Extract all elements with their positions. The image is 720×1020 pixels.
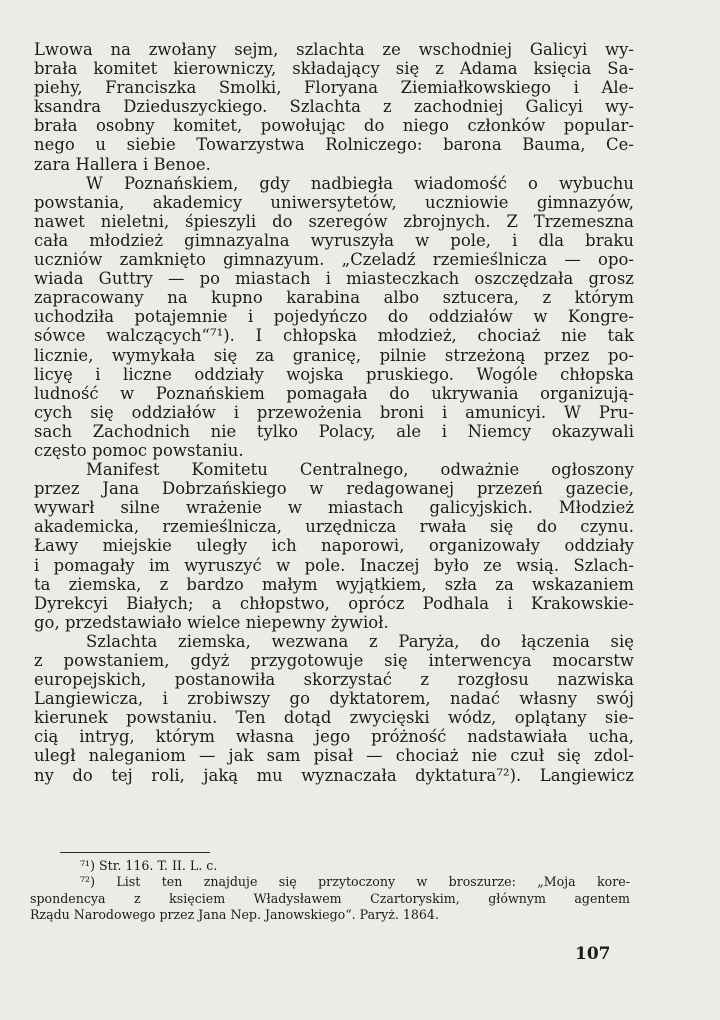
body-line: ksandra Dzieduszyckiego. Szlachta z zachodniej Galicyi wy- xyxy=(34,97,634,117)
body-line: W Poznańskiem, gdy nadbiegła wiadomość o wybuchu xyxy=(86,173,634,193)
body-line: licyę i liczne oddziały wojska pruskiego. Wogóle chłopska xyxy=(34,364,634,384)
footnote-line: Rządu Narodowego przez Jana Nep. Janowskiego“. Paryż. 1864. xyxy=(30,907,439,923)
body-line: Dyrekcyi Białych; a chłopstwo, oprócz Podhala i Krakowskie- xyxy=(34,593,634,613)
body-line: brała osobny komitet, powołując do niego członków popular- xyxy=(34,116,634,136)
body-line: ta ziemska, z bardzo małym wyjątkiem, szła za wskazaniem xyxy=(34,574,634,594)
body-line: cała młodzież gimnazyalna wyruszyła w pole, i dla braku xyxy=(34,230,634,250)
body-line: go, przedstawiało wielce niepewny żywioł. xyxy=(34,612,389,632)
body-line: ny do tej roli, jaką mu wyznaczała dyktatura⁷²). Langiewicz xyxy=(34,765,634,785)
body-line: europejskich, postanowiła skorzystać z rozgłosu nazwiska xyxy=(34,670,634,690)
footnote-rule xyxy=(60,852,210,853)
body-line: Ławy miejskie uległy ich naporowi, organizowały oddziały xyxy=(34,536,634,556)
body-line: piehy, Franciszka Smolki, Floryana Ziemiałkowskiego i Ale- xyxy=(34,78,634,98)
body-line: licznie, wymykała się za granicę, pilnie strzeżoną przez po- xyxy=(34,345,634,365)
body-line: często pomoc powstaniu. xyxy=(34,440,244,460)
body-line: cią intryg, którym własna jego próżność nadstawiała ucha, xyxy=(34,727,634,747)
footnote-line: spondencya z księciem Władysławem Czartoryskim, głównym agentem xyxy=(30,890,630,906)
body-line: uchodziła potajemnie i pojedyńczo do oddziałów w Kongre- xyxy=(34,307,634,327)
body-line: ludność w Poznańskiem pomagała do ukrywania organizują- xyxy=(34,383,634,403)
body-line: kierunek powstaniu. Ten dotąd zwycięski wódz, oplątany sie- xyxy=(34,708,634,728)
body-line: zapracowany na kupno karabina albo sztucera, z którym xyxy=(34,288,634,308)
body-line: sach Zachodnich nie tylko Polacy, ale i Niemcy okazywali xyxy=(34,421,634,441)
body-line: przez Jana Dobrzańskiego w redagowanej przezeń gazecie, xyxy=(34,479,634,499)
body-line: wywarł silne wrażenie w miastach galicyjskich. Młodzież xyxy=(34,498,634,518)
body-line: Manifest Komitetu Centralnego, odważnie ogłoszony xyxy=(86,460,634,480)
body-line: uległ naleganiom — jak sam pisał — chociaż nie czuł się zdol- xyxy=(34,746,634,766)
body-line: Szlachta ziemska, wezwana z Paryża, do łączenia się xyxy=(86,631,634,651)
body-line: cych się oddziałów i przewożenia broni i amunicyi. W Pru- xyxy=(34,402,634,422)
body-line: powstania, akademicy uniwersytetów, uczniowie gimnazyów, xyxy=(34,192,634,212)
body-line: uczniów zamknięto gimnazyum. „Czeladź rzemieślnicza — opo- xyxy=(34,250,634,270)
body-line: Lwowa na zwołany sejm, szlachta ze wschodniej Galicyi wy- xyxy=(34,40,634,59)
footnote-line: ⁷²) List ten znajduje się przytoczony w broszurze: „Moja kore- xyxy=(80,874,630,890)
body-line: akademicka, rzemieślnicza, urzędnicza rwała się do czynu. xyxy=(34,517,634,537)
body-text xyxy=(34,40,634,785)
page-number: 107 xyxy=(575,944,611,964)
body-line: nawet nieletni, śpieszyli do szeregów zbrojnych. Z Trzemeszna xyxy=(34,211,634,231)
body-line: zara Hallera i Benoe. xyxy=(34,154,211,174)
body-line: i pomagały im wyruszyć w pole. Inaczej było ze wsią. Szlach- xyxy=(34,555,634,575)
body-line: z powstaniem, gdyż przygotowuje się interwencya mocarstw xyxy=(34,651,634,670)
body-line: nego u siebie Towarzystwa Rolniczego: barona Bauma, Ce- xyxy=(34,135,634,155)
body-line: wiada Guttry — po miastach i miasteczkach oszczędzała grosz xyxy=(34,269,634,289)
body-line: brała komitet kierowniczy, składający się z Adama księcia Sa- xyxy=(34,59,634,79)
body-line: Langiewicza, i zrobiwszy go dyktatorem, nadać własny swój xyxy=(34,689,634,709)
body-line: sówce walczących“⁷¹). I chłopska młodzież, chociaż nie tak xyxy=(34,326,634,346)
footnotes xyxy=(30,858,630,924)
footnote-line: ⁷¹) Str. 116. T. II. L. c. xyxy=(80,858,218,873)
